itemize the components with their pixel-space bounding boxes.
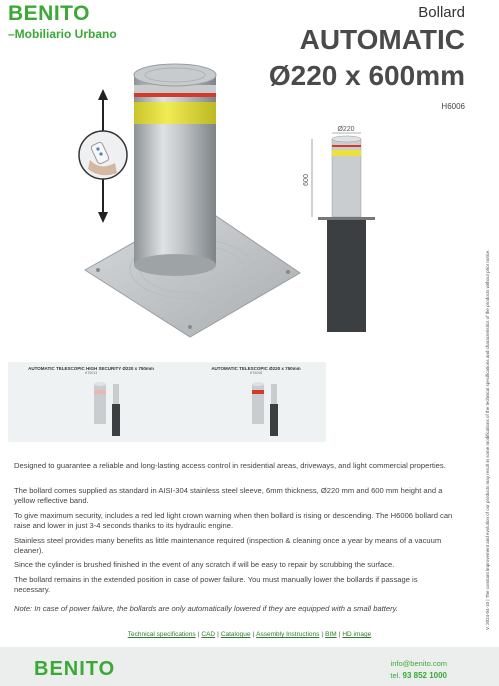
related-product-2-image	[246, 378, 286, 440]
related-products	[8, 362, 326, 442]
link-bim[interactable]: BIM	[325, 631, 337, 638]
footer-phone-prefix: tel.	[390, 671, 401, 680]
related-product-2-title: AUTOMATIC TELESCOPIC Ø220 x 750mm	[211, 366, 301, 371]
brand-tagline: –Mobiliario Urbano	[8, 27, 117, 41]
footer	[0, 647, 499, 686]
brand-logo: BENITO	[8, 2, 90, 25]
product-category: Bollard	[418, 4, 465, 21]
link-hd-image[interactable]: HD image	[342, 631, 372, 638]
footer-brand-logo: BENITO	[34, 658, 116, 680]
product-title-line1: AUTOMATIC	[299, 24, 465, 55]
product-title-line2: Ø220 x 600mm	[268, 60, 465, 91]
related-product-1[interactable]	[16, 366, 166, 375]
side-disclaimer-text: V. 2024-04-10 | The constant improvement and evolution of our products may result in some modifications of the technical specifications and characteristics of the products without prior notice.	[485, 249, 490, 630]
description-paragraph-4: Stainless steel provides many benefits as little maintenance required (inspection & cleaning once a year by means of a vacuum cleaner).	[14, 536, 442, 555]
link-cad[interactable]: CAD	[201, 631, 216, 638]
link-technical-specifications[interactable]: Technical specifications	[127, 631, 196, 638]
bollard-product-image	[70, 55, 320, 340]
link-catalogue[interactable]: Catalogue	[220, 631, 251, 638]
description-paragraph-1: Designed to guarantee a reliable and long-lasting access control in residential areas, driveways, and light commercial properties.	[14, 461, 446, 470]
description-paragraph-3: To give maximum security, includes a red led light crown warning when then bollard is rising or descending. The H6006 bollard can raise and lower in just 3-4 seconds thanks to its hydraulic engine.	[14, 511, 453, 530]
description-paragraph-5: Since the cylinder is brushed finished in the event of any scratch if will be easy to repair by scrubbing the surface.	[14, 560, 395, 569]
dimension-diagram	[290, 125, 380, 335]
related-product-1-code: HT6013	[84, 371, 98, 375]
footer-phone[interactable]	[390, 671, 447, 680]
height-label: 600	[303, 174, 310, 186]
diameter-label: Ø220	[337, 126, 355, 133]
link-assembly-instructions[interactable]: Assembly Instructions	[256, 631, 320, 638]
footer-phone-number: 93 852 1000	[402, 671, 447, 680]
side-disclaimer	[485, 90, 493, 630]
document-links: Technical specifications | CAD | Catalogue | Assembly Instructions | BIM | HD image	[127, 631, 372, 638]
description-paragraph-6: The bollard remains in the extended position in case of power failure. You must manually lower the bollards if passage is necessary.	[14, 575, 418, 594]
power-failure-note: Note: In case of power failure, the bollards are only automatically lowered if they are equipped with a small battery.	[14, 604, 398, 613]
description-paragraph-2: The bollard comes supplied as standard in AISI-304 stainless steel sleeve, 6mm thickness, Ø220 mm and 600 mm height and a yellow reflective band.	[14, 486, 443, 505]
product-code: H6006	[441, 102, 465, 111]
related-product-1-image	[88, 378, 128, 440]
related-product-2-code: HT6008	[249, 371, 263, 375]
related-product-2[interactable]	[186, 366, 326, 375]
related-product-1-title: AUTOMATIC TELESCOPIC HIGH SECURITY Ø220 x 750mm	[28, 366, 154, 371]
footer-email[interactable]: info@benito.com	[390, 659, 447, 668]
